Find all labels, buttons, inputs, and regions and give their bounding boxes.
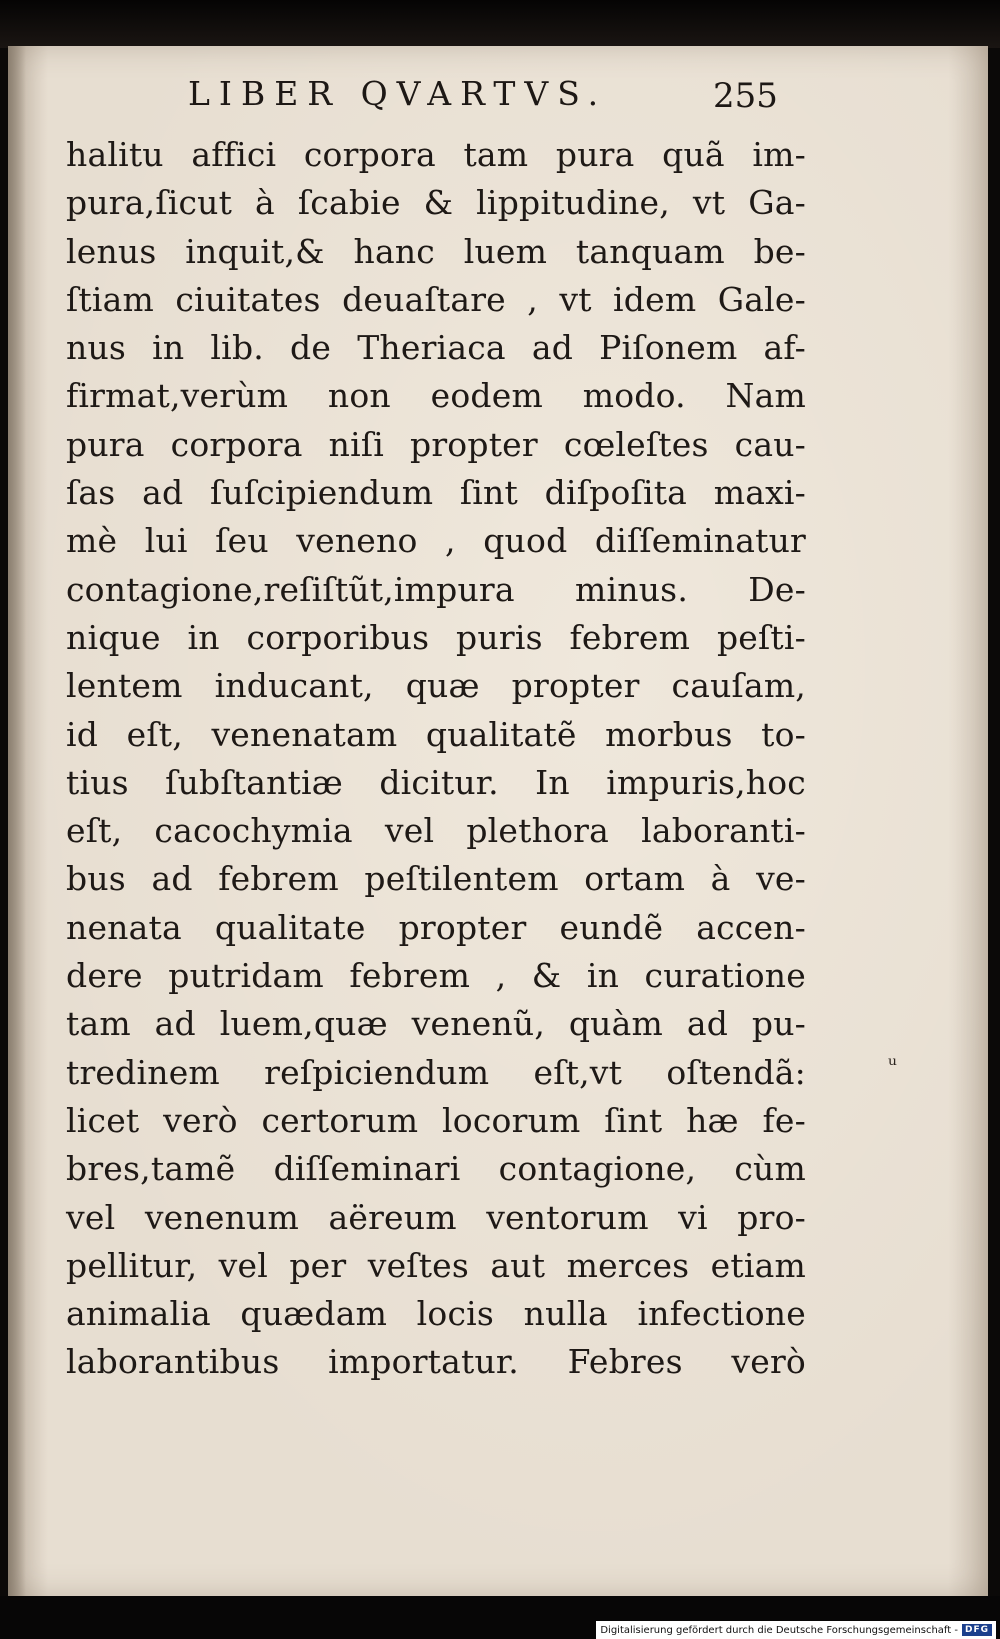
margin-mark: ᵤ — [888, 1046, 897, 1071]
book-page — [8, 46, 988, 1596]
page-gutter — [8, 46, 26, 1596]
body-text — [66, 131, 806, 1387]
text-line: bus ad febrem peſtilentem ortam à ve- — [66, 859, 806, 899]
bottom-scan-edge — [0, 1596, 1000, 1639]
running-title: LIBER QVARTVS. — [188, 74, 608, 113]
text-line: halitu affici corpora tam pura quã im- — [66, 135, 806, 174]
text-line: tredinem reſpiciendum eſt,vt oſtendã: — [66, 1052, 806, 1092]
dfg-logo-icon: DFG — [962, 1624, 992, 1636]
text-line: mè lui ſeu veneno , quod diſſeminatur — [66, 521, 806, 561]
text-line: dere putridam febrem , & in curatione — [66, 956, 806, 996]
text-line: pura corpora niſi propter cœleſtes cau- — [66, 424, 806, 464]
text-line: tam ad luem,quæ venenũ, quàm ad pu- — [66, 1004, 806, 1044]
text-line: ſtiam ciuitates deuaſtare , vt idem Gale- — [66, 279, 806, 319]
text-line: nenata qualitate propter eundẽ accen- — [66, 907, 806, 947]
text-line: id eſt, venenatam qualitatẽ morbus to- — [66, 714, 806, 754]
text-line: animalia quædam locis nulla infectione — [66, 1294, 806, 1334]
top-scan-edge — [0, 0, 1000, 48]
text-line: nus in lib. de Theriaca ad Piſonem af- — [66, 328, 806, 368]
text-line: vel venenum aëreum ventorum vi pro- — [66, 1197, 806, 1237]
text-line: tius ſubſtantiæ dicitur. In impuris,hoc — [66, 762, 806, 802]
text-line: bres,tamẽ diſſeminari contagione, cùm — [66, 1149, 806, 1189]
text-line: eſt, cacochymia vel plethora laboranti- — [66, 811, 806, 851]
text-line: licet verò certorum locorum ſint hæ fe- — [66, 1100, 806, 1140]
text-line: nique in corporibus puris febrem peſti- — [66, 617, 806, 657]
digitization-credit — [596, 1621, 996, 1639]
text-line: ſas ad ſuſcipiendum ſint diſpoſita maxi- — [66, 473, 806, 513]
text-line: pura,ſicut à ſcabie & lippitudine, vt Ga- — [66, 183, 806, 223]
credit-text: Digitalisierung gefördert durch die Deutsche Forschungsgemeinschaft - — [600, 1624, 958, 1636]
text-line: laborantibus importatur. Febres verò — [66, 1342, 806, 1382]
page-number: 255 — [713, 76, 778, 116]
text-line: contagione,reſiſtũt,impura minus. De- — [66, 569, 806, 609]
text-line: lentem inducant, quæ propter cauſam, — [66, 666, 806, 706]
text-line: lenus inquit,& hanc luem tanquam be- — [66, 231, 806, 271]
text-line: firmat,verùm non eodem modo. Nam — [66, 376, 806, 416]
text-line: pellitur, vel per veſtes aut merces etiam — [66, 1245, 806, 1285]
